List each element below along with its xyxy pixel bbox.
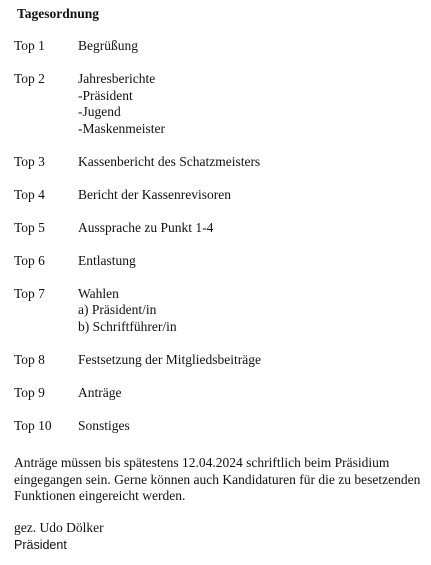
signature-name: gez. Udo Dölker [14,520,104,535]
signature-role: Präsident [14,537,67,552]
signature-block [14,520,104,553]
agenda-item [14,187,424,204]
agenda-item-text: Wahlen [78,285,119,301]
agenda-item-number: Top 8 [14,351,45,367]
agenda-item-number: Top 10 [14,417,52,433]
agenda-item-text: Sonstiges [78,417,130,433]
agenda-item-number: Top 7 [14,285,45,301]
agenda-item [14,385,424,402]
agenda-item-number: Top 1 [14,38,45,53]
agenda-subitem: a) Präsident/in [78,302,157,317]
agenda-subitem: b) Schriftführer/in [78,318,177,334]
agenda-item-text: Begrüßung [78,38,138,53]
agenda-item-number: Top 6 [14,252,45,268]
agenda-item [14,352,424,369]
agenda-item [14,253,424,270]
agenda-item [14,286,424,336]
agenda-subitem: -Präsident [78,87,133,103]
agenda-subitem: -Maskenmeister [78,120,165,136]
agenda-item-text: Festsetzung der Mitgliedsbeiträge [78,351,261,367]
agenda-item [14,220,424,237]
agenda-item-number: Top 9 [14,384,45,400]
agenda-item-number: Top 5 [14,219,45,235]
agenda-item-text: Aussprache zu Punkt 1-4 [78,219,214,235]
agenda-item-text: Bericht der Kassenrevisoren [78,186,231,202]
agenda-subitem: -Jugend [78,104,121,119]
agenda-item-text: Entlastung [78,252,136,268]
document-title: Tagesordnung [17,6,100,21]
agenda-item-text: Jahresberichte [78,71,156,86]
agenda-item [14,38,424,55]
agenda-item-text: Anträge [78,384,122,400]
agenda-item [14,418,424,435]
agenda-item [14,154,424,171]
agenda-item-number: Top 2 [14,71,45,86]
agenda-item-number: Top 3 [14,153,45,169]
agenda-item-number: Top 4 [14,186,45,202]
agenda-item-text: Kassenbericht des Schatzmeisters [78,153,261,169]
agenda-list [14,38,424,451]
agenda-item [14,71,424,137]
submission-note: Anträge müssen bis spätestens 12.04.2024 schriftlich beim Präsidium eingegangen sein. Gerne können auch Kandidaturen für die zu besetzenden Funktionen eingereicht werden. [14,455,421,503]
